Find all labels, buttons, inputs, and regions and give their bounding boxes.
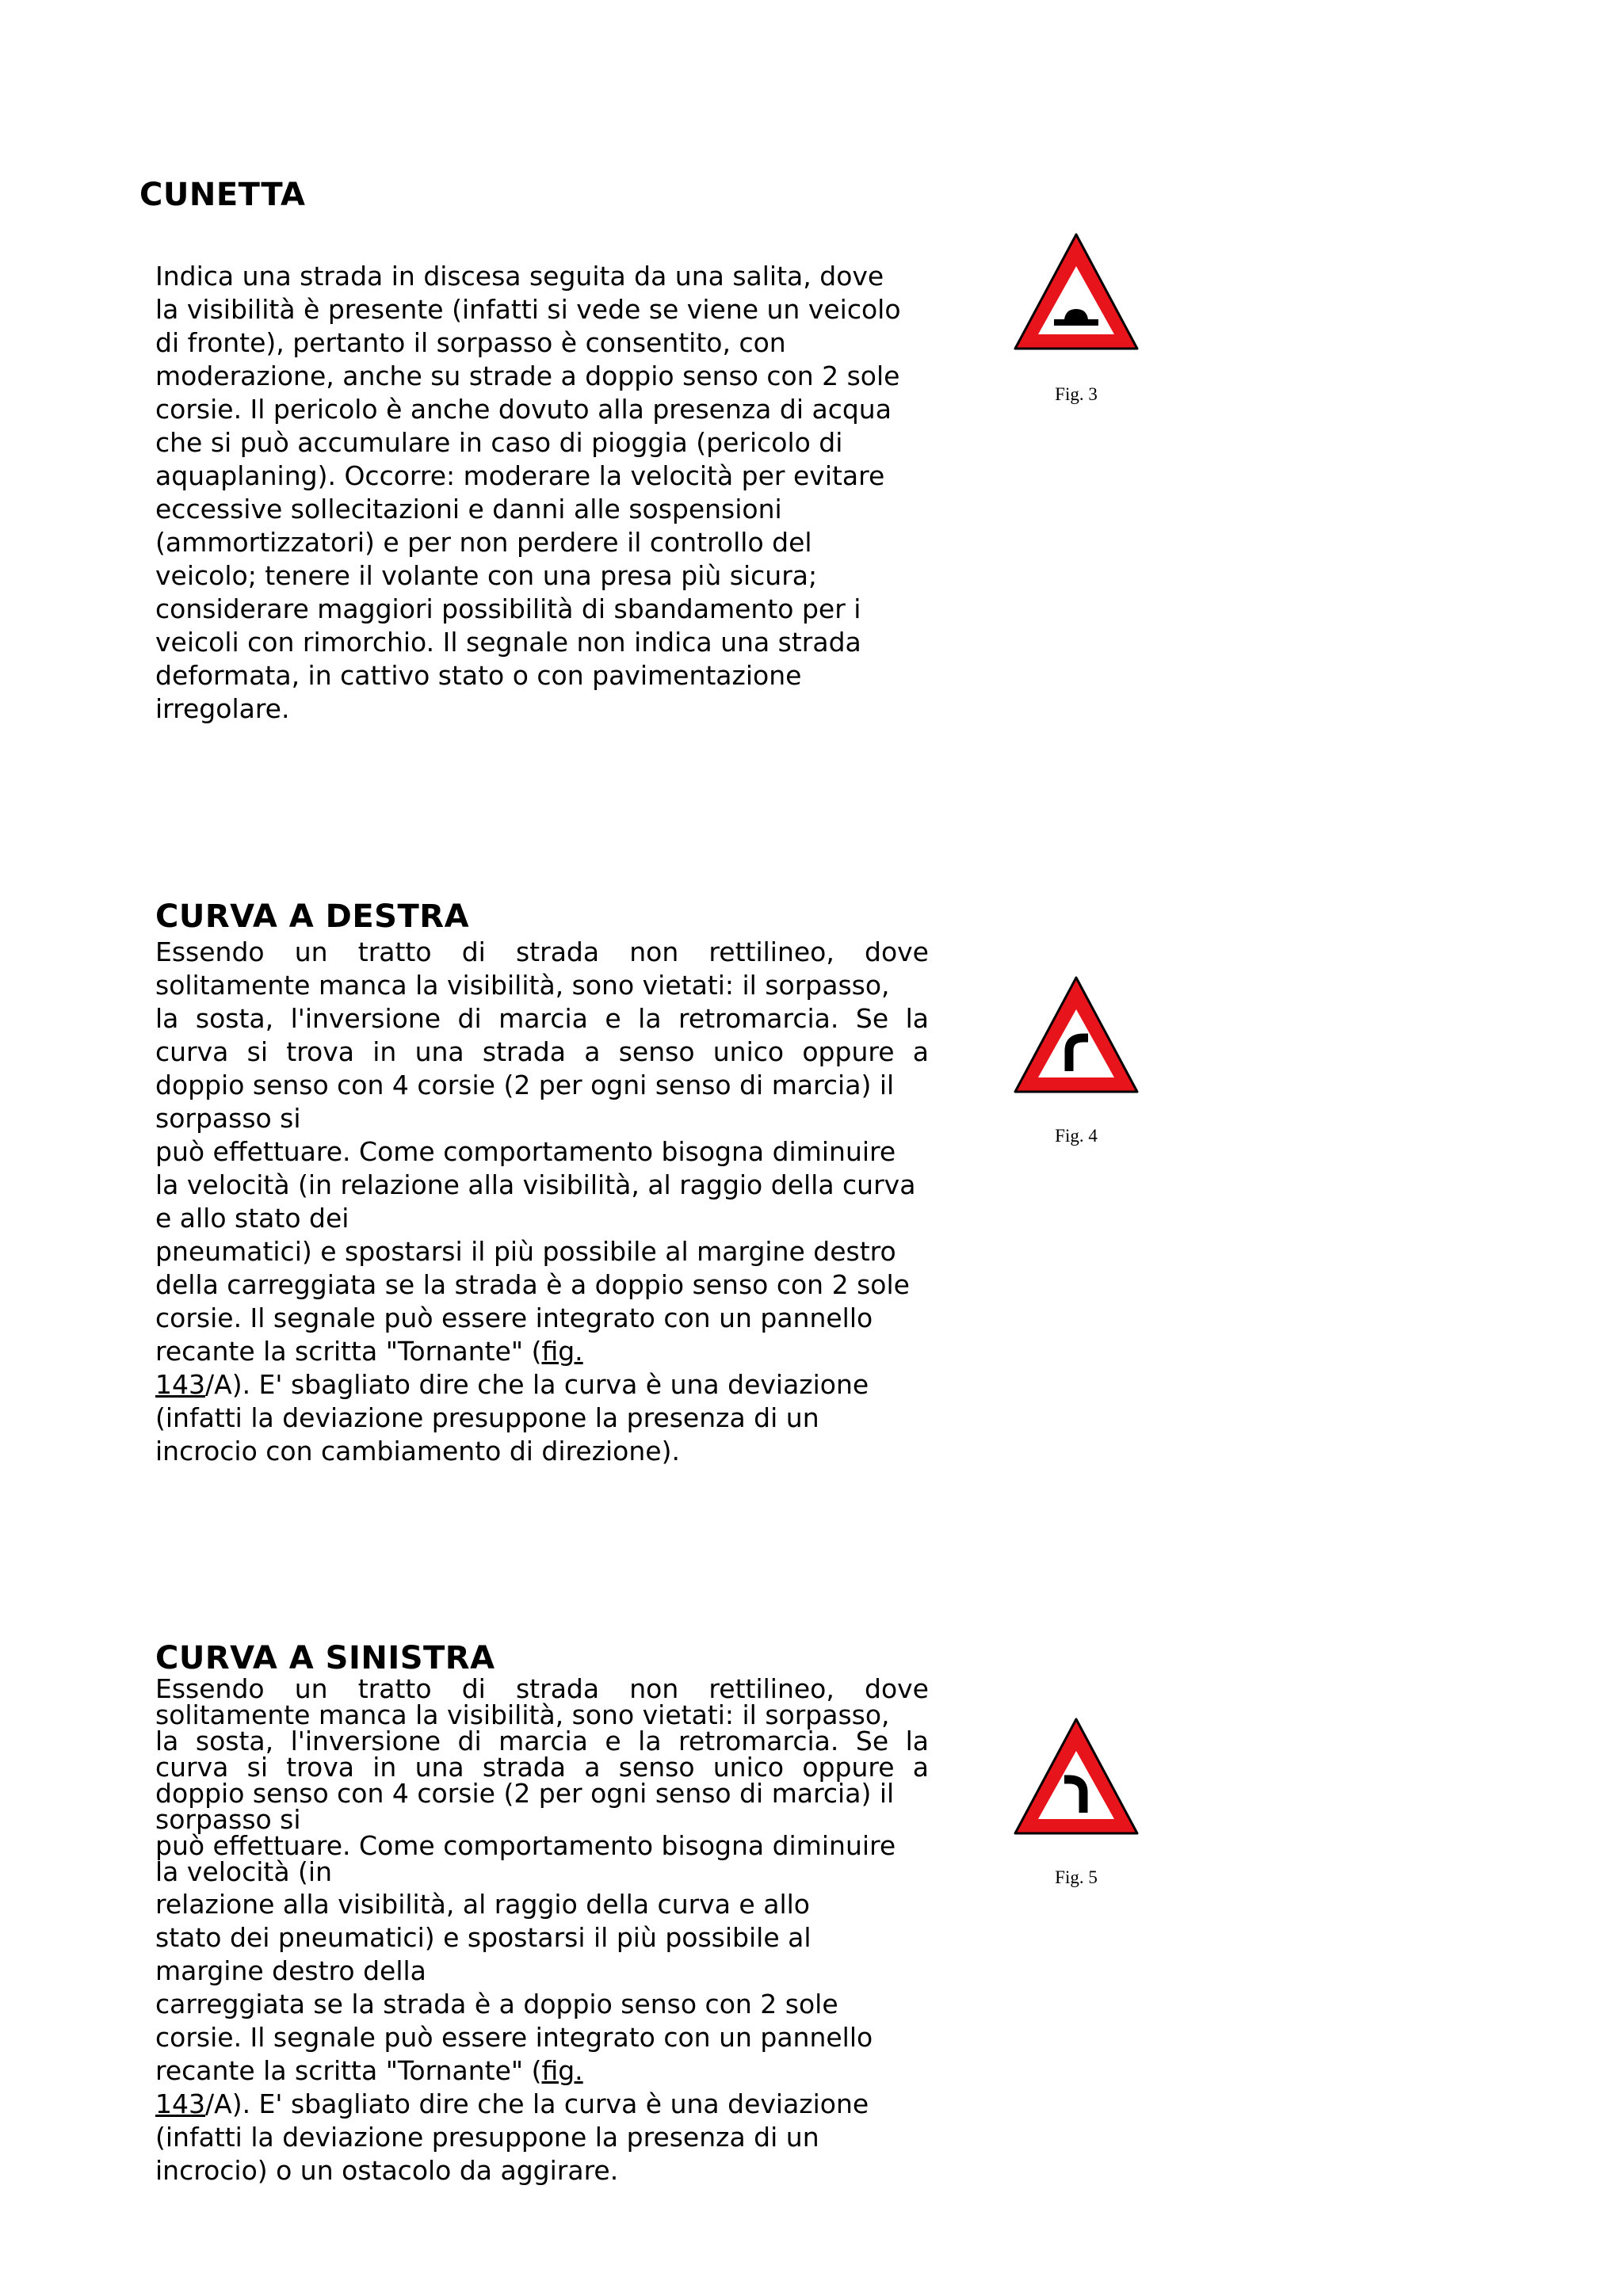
text-line: la velocità (in relazione alla visibilità, al raggio della curva	[155, 1169, 916, 1200]
figure-caption: Fig. 4	[1055, 1126, 1098, 1146]
text-line: irregolare.	[155, 693, 290, 724]
text-line: e allo stato dei	[155, 1203, 349, 1234]
text-line: Indica una strada in discesa seguita da una salita, dove	[155, 261, 884, 292]
figure-caption: Fig. 3	[1055, 384, 1098, 404]
figure-caption: Fig. 5	[1055, 1867, 1098, 1887]
text-line: considerare maggiori possibilità di sbandamento per i	[155, 593, 861, 624]
text-line: della carreggiata se la strada è a doppio senso con 2 sole	[155, 1269, 910, 1300]
text-line: sorpasso si	[155, 1103, 301, 1134]
text-line: curva si trova in una strada a senso unico oppure a	[155, 1752, 929, 1783]
text-line: recante la scritta "Tornante" (fig.	[155, 1336, 583, 1367]
text-line: solitamente manca la visibilità, sono vietati: il sorpasso,	[155, 1699, 890, 1730]
curva-destra-paragraph	[155, 936, 956, 1468]
text-line: la visibilità è presente (infatti si vede se viene un veicolo	[155, 294, 901, 325]
text-line: la sosta, l'inversione di marcia e la retromarcia. Se la	[155, 1726, 929, 1756]
text-line: carreggiata se la strada è a doppio senso con 2 sole	[155, 1989, 838, 2019]
text-line: corsie. Il segnale può essere integrato con un pannello	[155, 2022, 873, 2053]
text-line: di fronte), pertanto il sorpasso è consentito, con	[155, 327, 786, 358]
text-line: Essendo un tratto di strada non rettilineo, dove	[155, 1673, 929, 1704]
text-line: Essendo un tratto di strada non rettilineo, dove	[155, 936, 929, 967]
text-line: la velocità (in	[155, 1856, 332, 1887]
section-title-curva-sinistra: CURVA A SINISTRA	[155, 1640, 495, 1676]
fig-reference-link[interactable]: fig.	[541, 2055, 583, 2086]
text-line: pneumatici) e spostarsi il più possibile al margine destro	[155, 1236, 896, 1267]
text-line: incrocio) o un ostacolo da aggirare.	[155, 2155, 619, 2186]
text-line: relazione alla visibilità, al raggio della curva e allo	[155, 1889, 810, 1920]
text-line: moderazione, anche su strade a doppio senso con 2 sole	[155, 360, 900, 391]
curve-right-warning-sign-icon	[1010, 973, 1142, 1097]
text-line: può effettuare. Come comportamento bisogna diminuire	[155, 1136, 896, 1167]
text-line: che si può accumulare in caso di pioggia (pericolo di	[155, 427, 843, 458]
fig-reference-link[interactable]: fig.	[541, 1336, 583, 1367]
text-line: recante la scritta "Tornante" (fig.	[155, 2055, 583, 2086]
text-line: deformata, in cattivo stato o con pavimentazione	[155, 660, 802, 691]
text-line: veicolo; tenere il volante con una presa più sicura;	[155, 560, 818, 591]
text-line: la sosta, l'inversione di marcia e la retromarcia. Se la	[155, 1003, 929, 1034]
text-line: eccessive sollecitazioni e danni alle sospensioni	[155, 494, 782, 524]
text-line: (ammortizzatori) e per non perdere il controllo del	[155, 527, 812, 558]
section-title-curva-destra: CURVA A DESTRA	[155, 898, 470, 935]
text-line: (infatti la deviazione presuppone la presenza di un	[155, 1402, 819, 1433]
text-line: doppio senso con 4 corsie (2 per ogni senso di marcia) il	[155, 1070, 895, 1100]
text-line: aquaplaning). Occorre: moderare la velocità per evitare	[155, 460, 885, 491]
text-line: doppio senso con 4 corsie (2 per ogni senso di marcia) il	[155, 1778, 895, 1809]
text-line: solitamente manca la visibilità, sono vietati: il sorpasso,	[155, 970, 890, 1001]
text-line: stato dei pneumatici) e spostarsi il più possibile al	[155, 1922, 812, 1953]
text-line: margine destro della	[155, 1955, 426, 1986]
section-title-cunetta: CUNETTA	[139, 177, 306, 213]
curva-sinistra-paragraph-top	[155, 1673, 956, 1887]
text-line: corsie. Il segnale può essere integrato con un pannello	[155, 1302, 873, 1333]
text-line: 143/A). E' sbagliato dire che la curva è una deviazione	[155, 1369, 869, 1400]
text-line: curva si trova in una strada a senso unico oppure a	[155, 1036, 929, 1067]
text-line: 143/A). E' sbagliato dire che la curva è una deviazione	[155, 2088, 869, 2119]
text-line: sorpasso si	[155, 1804, 301, 1835]
text-line: veicoli con rimorchio. Il segnale non indica una strada	[155, 627, 861, 658]
cunetta-paragraph	[155, 260, 956, 726]
fig-reference-link[interactable]: 143	[155, 1369, 205, 1400]
bump-warning-sign-icon	[1010, 230, 1142, 353]
curve-left-warning-sign-icon	[1010, 1714, 1142, 1838]
fig-reference-link[interactable]: 143	[155, 2088, 205, 2119]
text-line: (infatti la deviazione presuppone la presenza di un	[155, 2122, 819, 2153]
text-line: incrocio con cambiamento di direzione).	[155, 1436, 680, 1466]
text-line: può effettuare. Come comportamento bisogna diminuire	[155, 1830, 896, 1861]
text-line: corsie. Il pericolo è anche dovuto alla presenza di acqua	[155, 394, 892, 425]
curva-sinistra-paragraph-bottom	[155, 1888, 956, 2187]
